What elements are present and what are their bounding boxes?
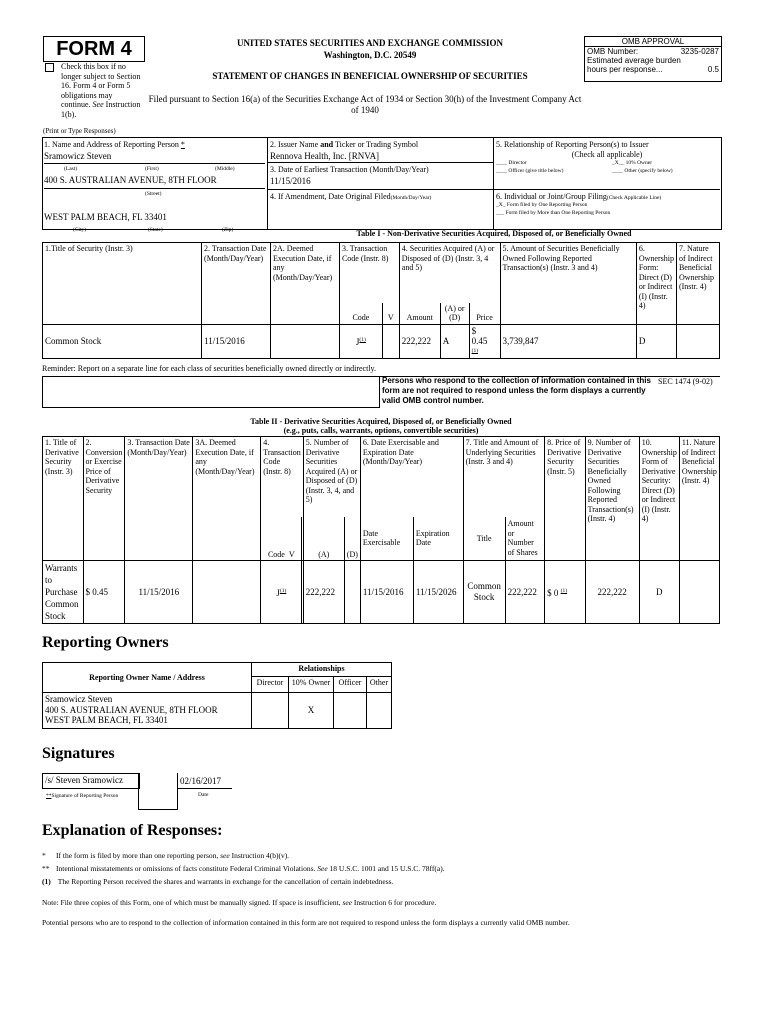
note-text — [42, 898, 720, 908]
table1 — [42, 242, 720, 359]
box1-label — [44, 140, 185, 150]
t1-h3: 3. Transaction Code (Instr. 8) — [339, 243, 399, 303]
ro-owner-line2: 400 S. AUSTRALIAN AVENUE, 8TH FLOOR — [45, 704, 218, 715]
check-all: (Check all applicable) — [571, 150, 643, 159]
table-row — [43, 693, 392, 729]
t1-amount: 222,222 — [399, 324, 440, 358]
t2-a: 222,222 — [303, 561, 344, 624]
t2-h-code-text: Code — [267, 549, 285, 559]
t1-h-code: Code — [339, 303, 382, 325]
t1-price: 0.45 — [471, 336, 488, 346]
t2-h2: 2. Conversion or Exercise Price of Derivative Security — [83, 437, 125, 561]
more-persons-label: Form filed by More than One Reporting Person — [505, 210, 611, 216]
t1-h7: 7. Nature of Indirect Beneficial Ownership (Instr. 4) — [676, 243, 719, 325]
t1-code-footnote[interactable]: (1) — [359, 336, 366, 343]
table2 — [42, 436, 720, 624]
note-text-b: Instruction 6 for procedure. — [353, 898, 437, 907]
ro-director: Director — [252, 677, 289, 693]
t2-deemed — [193, 561, 261, 624]
omb-burden-label: Estimated average burden — [587, 56, 681, 65]
city-label: (City) — [73, 227, 87, 233]
ro-col-name: Reporting Owner Name / Address — [43, 663, 252, 693]
fn2-text-b: 18 U.S.C. 1001 and 15 U.S.C. 78ff(a). — [329, 864, 445, 873]
first-label: (First) — [145, 166, 159, 172]
reporting-person-name: Sramowicz Steven — [44, 151, 112, 161]
ro-other: Other — [367, 677, 392, 693]
t2-h-a: (A) — [303, 517, 344, 561]
t2-h4: 4. Transaction Code (Instr. 8) — [261, 437, 303, 517]
t1-v — [382, 324, 399, 358]
signature-value: /s/ Steven Sramowicz — [45, 775, 123, 785]
no-longer-subject-notice — [43, 62, 143, 119]
ten-pct-option: _X__ 10% Owner — [612, 160, 653, 166]
t1-h-v: V — [382, 303, 399, 325]
t2-h11: 11. Nature of Indirect Beneficial Ownership (Instr. 4) — [679, 437, 719, 561]
t2-u-amount: 222,222 — [505, 561, 545, 624]
t2-h7: 7. Title and Amount of Underlying Securities (Instr. 3 and 4) — [463, 437, 545, 517]
t2-h-exp: Expiration Date — [413, 517, 463, 561]
zip-label: (Zip) — [222, 227, 234, 233]
t1-h6: 6. Ownership Form: Direct (D) or Indirect (I) (Instr. 4) — [636, 243, 676, 325]
reminder-blank-box — [42, 376, 380, 408]
fn2-text-a: Intentional misstatements or omissions of facts constitute Federal Criminal Violations. — [56, 864, 316, 873]
more-persons-option: ___ Form filed by More than One Reporting Person — [496, 210, 611, 216]
issuer-name: Rennova Health, Inc. [RNVA] — [270, 151, 380, 161]
t1-aord: A — [440, 324, 469, 358]
t1-owned: 3,739,847 — [500, 324, 636, 358]
box1-star: * — [180, 140, 185, 149]
omb-number-label: OMB Number: — [587, 47, 639, 56]
signature-gap — [138, 773, 178, 810]
t1-price-cell — [469, 324, 500, 358]
t1-h1: 1.Title of Security (Instr. 3) — [43, 243, 202, 325]
t1-h-amount: Amount — [399, 303, 440, 325]
t1-date: 11/15/2016 — [202, 324, 271, 358]
signature-label — [46, 793, 118, 799]
t2-h8: 8. Price of Derivative Security (Instr. 5) — [545, 437, 586, 561]
reporting-city: WEST PALM BEACH, FL 33401 — [44, 212, 167, 222]
state-label: (State) — [148, 227, 163, 233]
agency-location: Washington, D.C. 20549 — [323, 50, 417, 60]
t1-code-cell — [339, 324, 382, 358]
omb-hours-label: hours per response... — [587, 65, 663, 74]
t1-h2a: 2A. Deemed Execution Date, if any (Month/Day/Year) — [270, 243, 339, 325]
ten-pct-label: 10% Owner — [625, 160, 653, 166]
omb-title: OMB APPROVAL — [585, 37, 721, 47]
t2-form: D — [639, 561, 679, 624]
box2-label — [270, 140, 418, 150]
earliest-transaction-date: 11/15/2016 — [270, 176, 311, 186]
t2-date-ex: 11/15/2016 — [360, 561, 413, 624]
other-label: Other (specify below) — [624, 168, 673, 174]
t2-exp: 11/15/2026 — [413, 561, 463, 624]
middle-label: (Middle) — [215, 166, 235, 172]
t1-code: J — [355, 336, 360, 347]
date-label: Date — [198, 792, 209, 798]
potential-persons: Potential persons who are to respond to the collection of information contained in this form are not required to respond unless the form displays a currently valid OMB number. — [42, 918, 570, 927]
t1-h2: 2. Transaction Date (Month/Day/Year) — [202, 243, 271, 325]
t1-deemed — [270, 324, 339, 358]
t2-d — [344, 561, 360, 624]
street-label: (Street) — [145, 191, 162, 197]
t2-conv: $ 0.45 — [83, 561, 125, 624]
t2-code: J — [276, 587, 280, 598]
t1-h-aord: (A) or (D) — [440, 303, 469, 325]
box1-label-text: 1. Name and Address of Reporting Person — [44, 140, 179, 149]
footnote-2 — [42, 864, 720, 874]
t2-h-title: Title — [463, 517, 505, 561]
note-see: see — [342, 898, 353, 907]
box2-label-b: Ticker or Trading Symbol — [334, 140, 419, 149]
ro-ten-pct-mark: X — [289, 693, 334, 729]
t2-title: Warrants to Purchase Common Stock — [43, 561, 84, 624]
no-longer-subject-checkbox[interactable] — [45, 63, 54, 72]
director-option: ____ Director — [496, 160, 527, 166]
fn2-mark: ** — [42, 864, 50, 873]
fn1-see: see — [220, 851, 230, 860]
form-title: FORM 4 — [43, 36, 145, 62]
t2-u-title: Common Stock — [463, 561, 505, 624]
t2-date: 11/15/2016 — [125, 561, 193, 624]
t1-h-price: Price — [469, 303, 500, 325]
box5-label: 5. Relationship of Reporting Person(s) to Issuer — [496, 140, 649, 149]
director-label: Director — [508, 160, 527, 166]
footnote-1 — [42, 851, 720, 861]
t2-price-footnote[interactable]: (1) — [560, 587, 568, 594]
box2-label-and: and — [320, 140, 334, 149]
table-row — [43, 324, 720, 358]
t2-h-amount: Amount or Number of Shares — [505, 517, 545, 561]
fn1-text-b: Instruction 4(b)(v). — [231, 851, 290, 860]
t1-nature — [676, 324, 719, 358]
agency-name: UNITED STATES SECURITIES AND EXCHANGE COMMISSION — [237, 38, 503, 48]
t2-price: $ 0 — [547, 587, 559, 598]
t1-h4: 4. Securities Acquired (A) or Disposed of (D) (Instr. 3, 4 and 5) — [399, 243, 500, 303]
signature-box — [42, 773, 140, 789]
t2-h-code — [261, 517, 302, 561]
check-box-text: Check this box if no longer subject to Section 16. Form 4 or Form 5 obligations may continue. — [61, 62, 141, 109]
reminder-text: Reminder: Report on a separate line for each class of securities beneficially owned directly or indirectly. — [42, 364, 720, 377]
t2-h3: 3. Transaction Date (Month/Day/Year) — [125, 437, 193, 561]
t2-h-date-ex: Date Exercisable — [360, 517, 413, 561]
ro-relationships: Relationships — [252, 663, 392, 677]
box6-label-small: (Check Applicable Line) — [606, 195, 662, 201]
fn2-see: See — [317, 864, 328, 873]
table-row — [43, 561, 720, 624]
officer-option: ____ Officer (give title below) — [496, 168, 564, 174]
t1-price-footnote[interactable]: (1) — [471, 348, 479, 354]
box4-label-text: 4. If Amendment, Date Original Filed — [270, 192, 391, 201]
box2-label-a: 2. Issuer Name — [270, 140, 319, 149]
t1-price-symbol: $ — [471, 326, 477, 336]
t1-title: Common Stock — [43, 324, 202, 358]
t2-owned: 222,222 — [585, 561, 639, 624]
t2-h-v: V — [288, 549, 295, 559]
table2-title: Table II - Derivative Securities Acquired, Disposed of, or Beneficially Owned — [250, 417, 512, 426]
omb-number-value: 3235-0287 — [680, 47, 719, 56]
filed-pursuant: Filed pursuant to Section 16(a) of the Securities Exchange Act of 1934 or Section 30(h) of the Investment Company Act of 1940 — [148, 94, 582, 115]
t2-h-d: (D) — [344, 517, 360, 561]
signature-date: 02/16/2017 — [180, 776, 222, 786]
fn1-mark: * — [42, 851, 46, 860]
last-label: (Last) — [64, 166, 78, 172]
table1-title: Table I - Non-Derivative Securities Acquired, Disposed of, or Beneficially Owned — [356, 229, 632, 238]
t2-h10: 10. Ownership Form of Derivative Security: Direct (D) or Indirect (I) (Instr. 4) — [639, 437, 679, 561]
check-box-see: See — [92, 100, 104, 109]
box4-label — [270, 192, 431, 204]
note-text-a: Note: File three copies of this Form, one of which must be manually signed. If space is insufficient, — [42, 898, 341, 907]
t1-h5: 5. Amount of Securities Beneficially Owned Following Reported Transaction(s) (Instr. 3 and 4) — [500, 243, 636, 325]
omb-approval-box — [584, 36, 722, 82]
fn1-text-a: If the form is filed by more than one reporting person, — [56, 851, 219, 860]
reporting-street: 400 S. AUSTRALIAN AVENUE, 8TH FLOOR — [44, 175, 217, 185]
reporting-owners-heading: Reporting Owners — [42, 634, 169, 651]
sec-code: SEC 1474 (9-02) — [658, 377, 713, 386]
t2-h5: 5. Number of Derivative Securities Acquired (A) or Disposed of (D) (Instr. 3, 4, and 5) — [303, 437, 360, 517]
fn3-text: The Reporting Person received the shares and warrants in exchange for the cancellation of certain indebtedness. — [57, 877, 394, 886]
signatures-heading: Signatures — [42, 745, 115, 762]
ro-ten-pct: 10% Owner — [289, 677, 334, 693]
other-option: ____ Other (specify below) — [612, 168, 673, 174]
t2-code-footnote[interactable]: (1) — [279, 587, 287, 594]
box6-label-text: 6. Individual or Joint/Group Filing — [496, 192, 607, 201]
signature-label-text: Signature of Reporting Person — [51, 793, 119, 799]
t2-h6: 6. Date Exercisable and Expiration Date (Month/Day/Year) — [360, 437, 463, 517]
persons-notice: Persons who respond to the collection of information contained in this form are not required to respond unless the form displays a currently valid OMB control number. — [382, 376, 651, 405]
one-person-mark: X — [498, 202, 503, 208]
table2-subtitle: (e.g., puts, calls, warrants, options, convertible securities) — [283, 426, 479, 435]
t2-code-cell — [261, 561, 302, 624]
t2-price-cell — [545, 561, 586, 624]
t2-h3a: 3A. Deemed Execution Date, if any (Month/Day/Year) — [193, 437, 261, 561]
print-or-type: (Print or Type Responses) — [43, 127, 116, 135]
footnote-3 — [42, 877, 720, 887]
t2-h9: 9. Number of Derivative Securities Beneficially Owned Following Reported Transaction(s) (Instr. 4) — [585, 437, 639, 561]
one-person-option: _X_ Form filed by One Reporting Person — [496, 202, 588, 208]
reporting-owners-table — [42, 662, 392, 729]
ro-owner-line3: WEST PALM BEACH, FL 33401 — [45, 715, 168, 725]
ro-owner — [43, 693, 252, 729]
ro-owner-line1: Sramowicz Steven — [45, 694, 113, 704]
omb-hours-value: 0.5 — [707, 65, 719, 74]
t1-form: D — [636, 324, 676, 358]
signature-marks: ** — [46, 793, 52, 799]
fn3-mark: (1) — [42, 877, 51, 886]
ro-officer: Officer — [334, 677, 367, 693]
box3-label: 3. Date of Earliest Transaction (Month/Day/Year) — [270, 165, 429, 174]
check-box-instr: Instruction 1(b). — [61, 100, 141, 119]
box4-label-small: (Month/Day/Year) — [390, 195, 432, 201]
officer-label: Officer (give title below) — [508, 168, 564, 174]
explanation-heading: Explanation of Responses: — [42, 822, 223, 839]
statement-title: STATEMENT OF CHANGES IN BENEFICIAL OWNERSHIP OF SECURITIES — [212, 71, 528, 81]
t2-h1: 1. Title of Derivative Security (Instr. 3) — [43, 437, 84, 561]
one-person-label: Form filed by One Reporting Person — [506, 202, 588, 208]
ten-pct-mark: X — [614, 160, 619, 166]
t2-nature — [679, 561, 719, 624]
